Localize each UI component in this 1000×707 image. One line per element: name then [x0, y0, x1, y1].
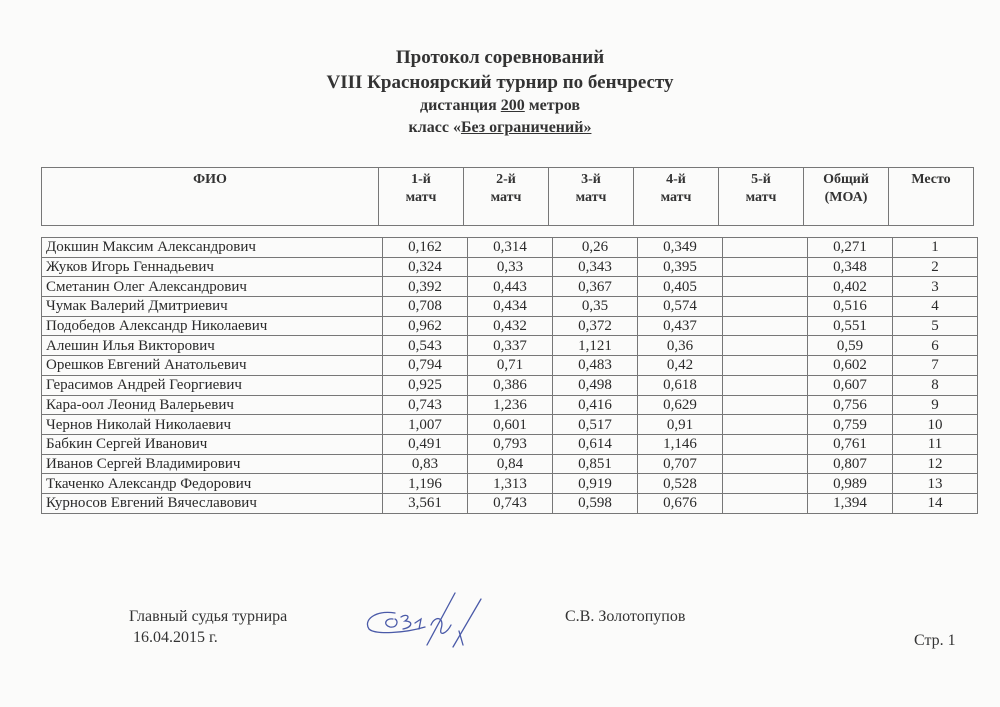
- match-5-score: [723, 238, 808, 258]
- match-4-score: 0,91: [638, 415, 723, 435]
- total-moa: 0,348: [808, 257, 893, 277]
- table-row: [42, 415, 978, 435]
- match-2-score: 0,793: [468, 434, 553, 454]
- participant-name: Сметанин Олег Александрович: [42, 277, 383, 297]
- match-2-score: 0,33: [468, 257, 553, 277]
- match-2-score: 0,432: [468, 316, 553, 336]
- match-1-score: 0,743: [383, 395, 468, 415]
- match-1-score: 3,561: [383, 493, 468, 513]
- match-3-score: 0,851: [553, 454, 638, 474]
- distance-prefix: дистанция: [420, 97, 501, 114]
- table-row: [42, 493, 978, 513]
- match-2-score: 0,337: [468, 336, 553, 356]
- total-moa: 0,607: [808, 375, 893, 395]
- total-moa: 1,394: [808, 493, 893, 513]
- table-row: [42, 375, 978, 395]
- participant-name: Орешков Евгений Анатольевич: [42, 356, 383, 376]
- match-5-score: [723, 454, 808, 474]
- match-4-score: 1,146: [638, 434, 723, 454]
- distance-line: [0, 95, 1000, 117]
- total-moa: 0,516: [808, 297, 893, 317]
- match-5-score: [723, 257, 808, 277]
- match-2-score: 0,443: [468, 277, 553, 297]
- match-5-score: [723, 297, 808, 317]
- match-1-score: 0,708: [383, 297, 468, 317]
- place: 12: [893, 454, 978, 474]
- header-match-1: 1-й матч: [379, 168, 464, 226]
- match-2-score: 0,71: [468, 356, 553, 376]
- place: 3: [893, 277, 978, 297]
- match-4-score: 0,405: [638, 277, 723, 297]
- match-2-score: 1,236: [468, 395, 553, 415]
- document-title-block: [0, 45, 1000, 139]
- place: 14: [893, 493, 978, 513]
- match-5-score: [723, 415, 808, 435]
- match-5-score: [723, 434, 808, 454]
- distance-suffix: метров: [524, 97, 580, 114]
- total-moa: 0,271: [808, 238, 893, 258]
- match-2-score: 0,84: [468, 454, 553, 474]
- total-moa: 0,761: [808, 434, 893, 454]
- place: 11: [893, 434, 978, 454]
- total-moa: 0,759: [808, 415, 893, 435]
- match-4-score: 0,42: [638, 356, 723, 376]
- place: 9: [893, 395, 978, 415]
- title-line-1: Протокол соревнований: [395, 47, 605, 68]
- match-5-score: [723, 277, 808, 297]
- match-3-score: 0,598: [553, 493, 638, 513]
- place: 5: [893, 316, 978, 336]
- participant-name: Алешин Илья Викторович: [42, 336, 383, 356]
- match-2-score: 0,386: [468, 375, 553, 395]
- results-table-header: [41, 167, 974, 226]
- signature-image: [355, 585, 495, 660]
- match-3-score: 0,498: [553, 375, 638, 395]
- match-3-score: 0,343: [553, 257, 638, 277]
- match-4-score: 0,349: [638, 238, 723, 258]
- match-1-score: 0,794: [383, 356, 468, 376]
- table-row: [42, 474, 978, 494]
- match-2-score: 1,313: [468, 474, 553, 494]
- table-row: [42, 356, 978, 376]
- class-prefix: класс «: [408, 119, 461, 136]
- table-row: [42, 257, 978, 277]
- match-4-score: 0,36: [638, 336, 723, 356]
- class-line: [0, 117, 1000, 139]
- header-match-3: 3-й матч: [549, 168, 634, 226]
- chief-judge-name: С.В. Золотопупов: [565, 608, 686, 625]
- match-1-score: 0,162: [383, 238, 468, 258]
- participant-name: Кара-оол Леонид Валерьевич: [42, 395, 383, 415]
- match-5-score: [723, 316, 808, 336]
- match-1-score: 1,196: [383, 474, 468, 494]
- match-4-score: 0,707: [638, 454, 723, 474]
- total-moa: 0,807: [808, 454, 893, 474]
- match-3-score: 0,26: [553, 238, 638, 258]
- header-row: [42, 168, 974, 226]
- match-1-score: 0,324: [383, 257, 468, 277]
- match-2-score: 0,601: [468, 415, 553, 435]
- match-3-score: 0,367: [553, 277, 638, 297]
- class-value: Без ограничений»: [460, 119, 592, 136]
- match-1-score: 0,543: [383, 336, 468, 356]
- document-date: 16.04.2015 г.: [133, 629, 218, 646]
- match-5-score: [723, 395, 808, 415]
- match-4-score: 0,528: [638, 474, 723, 494]
- total-moa: 0,59: [808, 336, 893, 356]
- chief-judge-label: Главный судья турнира: [129, 608, 288, 625]
- match-4-score: 0,395: [638, 257, 723, 277]
- match-2-score: 0,743: [468, 493, 553, 513]
- match-1-score: 0,83: [383, 454, 468, 474]
- results-table: [41, 237, 978, 514]
- table-row: [42, 454, 978, 474]
- place: 8: [893, 375, 978, 395]
- table-row: [42, 297, 978, 317]
- match-3-score: 0,35: [553, 297, 638, 317]
- results-table-body: [42, 238, 978, 514]
- header-match-2: 2-й матч: [464, 168, 549, 226]
- total-moa: 0,551: [808, 316, 893, 336]
- table-row: [42, 395, 978, 415]
- match-5-score: [723, 336, 808, 356]
- table-row: [42, 238, 978, 258]
- match-1-score: 0,491: [383, 434, 468, 454]
- table-row: [42, 277, 978, 297]
- match-3-score: 0,614: [553, 434, 638, 454]
- participant-name: Чернов Николай Николаевич: [42, 415, 383, 435]
- place: 1: [893, 238, 978, 258]
- place: 4: [893, 297, 978, 317]
- distance-value: 200: [500, 97, 525, 114]
- table-row: [42, 336, 978, 356]
- match-3-score: 1,121: [553, 336, 638, 356]
- place: 2: [893, 257, 978, 277]
- match-3-score: 0,416: [553, 395, 638, 415]
- total-moa: 0,402: [808, 277, 893, 297]
- total-moa: 0,756: [808, 395, 893, 415]
- place: 13: [893, 474, 978, 494]
- participant-name: Курносов Евгений Вячеславович: [42, 493, 383, 513]
- participant-name: Герасимов Андрей Георгиевич: [42, 375, 383, 395]
- match-5-score: [723, 375, 808, 395]
- place: 6: [893, 336, 978, 356]
- participant-name: Подобедов Александр Николаевич: [42, 316, 383, 336]
- header-match-4: 4-й матч: [634, 168, 719, 226]
- match-4-score: 0,629: [638, 395, 723, 415]
- participant-name: Бабкин Сергей Иванович: [42, 434, 383, 454]
- participant-name: Ткаченко Александр Федорович: [42, 474, 383, 494]
- match-4-score: 0,676: [638, 493, 723, 513]
- participant-name: Жуков Игорь Геннадьевич: [42, 257, 383, 277]
- table-row: [42, 434, 978, 454]
- match-3-score: 0,483: [553, 356, 638, 376]
- match-1-score: 1,007: [383, 415, 468, 435]
- header-place: Место: [889, 168, 974, 226]
- match-1-score: 0,962: [383, 316, 468, 336]
- match-4-score: 0,618: [638, 375, 723, 395]
- match-5-score: [723, 493, 808, 513]
- participant-name: Иванов Сергей Владимирович: [42, 454, 383, 474]
- participant-name: Докшин Максим Александрович: [42, 238, 383, 258]
- match-2-score: 0,434: [468, 297, 553, 317]
- place: 7: [893, 356, 978, 376]
- match-4-score: 0,574: [638, 297, 723, 317]
- total-moa: 0,602: [808, 356, 893, 376]
- match-2-score: 0,314: [468, 238, 553, 258]
- match-1-score: 0,925: [383, 375, 468, 395]
- match-5-score: [723, 474, 808, 494]
- header-total-moa: Общий (МОА): [804, 168, 889, 226]
- match-1-score: 0,392: [383, 277, 468, 297]
- match-4-score: 0,437: [638, 316, 723, 336]
- match-3-score: 0,517: [553, 415, 638, 435]
- participant-name: Чумак Валерий Дмитриевич: [42, 297, 383, 317]
- place: 10: [893, 415, 978, 435]
- match-5-score: [723, 356, 808, 376]
- total-moa: 0,989: [808, 474, 893, 494]
- header-match-5: 5-й матч: [719, 168, 804, 226]
- title-line-2: VIII Красноярский турнир по бенчресту: [326, 72, 674, 93]
- table-row: [42, 316, 978, 336]
- header-name: ФИО: [42, 168, 379, 226]
- match-3-score: 0,372: [553, 316, 638, 336]
- page-number: Стр. 1: [914, 632, 956, 649]
- match-3-score: 0,919: [553, 474, 638, 494]
